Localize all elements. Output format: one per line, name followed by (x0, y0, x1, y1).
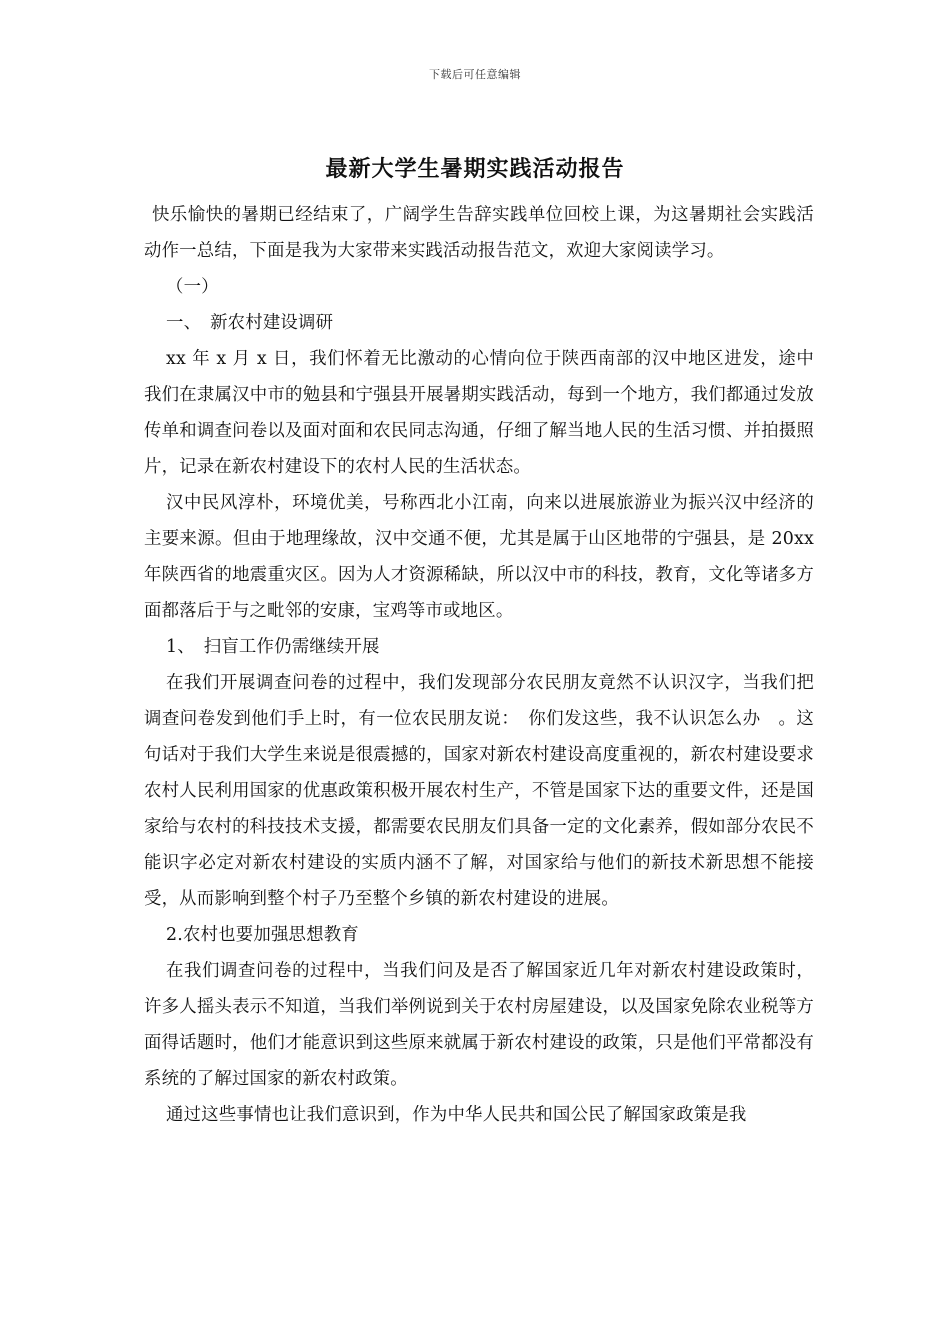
body-paragraph: 汉中民风淳朴，环境优美，号称西北小江南，向来以进展旅游业为振兴汉中经济的主要来源。但由于地理缘故，汉中交通不便，尤其是属于山区地带的宁强县，是 20xx 年陕西省的地震重灾区。因为人才资源稀缺，所以汉中市的科技，教育，文化等诸多方面都落后于与之毗邻的安康，宝鸡等市或地区。 (144, 493, 814, 621)
subsection-heading: 1、 扫盲工作仍需继续开展 (166, 637, 380, 657)
document-body (144, 197, 814, 1133)
subsection-heading: 2.农村也要加强思想教育 (166, 925, 359, 945)
section-marker: （一） (166, 277, 219, 297)
section-heading: 一、 新农村建设调研 (166, 313, 334, 333)
body-paragraph: 通过这些事情也让我们意识到，作为中华人民共和国公民了解国家政策是我 (166, 1105, 747, 1125)
body-paragraph: xx 年 x 月 x 日，我们怀着无比激动的心情向位于陕西南部的汉中地区进发，途中我们在隶属汉中市的勉县和宁强县开展暑期实践活动，每到一个地方，我们都通过发放传单和调查问卷以及面对面和农民同志沟通，仔细了解当地人民的生活习惯、并拍摄照片，记录在新农村建设下的农村人民的生活状态。 (144, 349, 814, 477)
intro-paragraph: 快乐愉快的暑期已经结束了，广阔学生告辞实践单位回校上课，为这暑期社会实践活动作一总结，下面是我为大家带来实践活动报告范文，欢迎大家阅读学习。 (144, 205, 814, 261)
document-title: 最新大学生暑期实践活动报告 (325, 157, 625, 182)
header-note: 下载后可任意编辑 (429, 68, 521, 81)
body-paragraph: 在我们调查问卷的过程中，当我们问及是否了解国家近几年对新农村建设政策时，许多人摇头表示不知道，当我们举例说到关于农村房屋建设，以及国家免除农业税等方面得话题时，他们才能意识到这些原来就属于新农村建设的政策，只是他们平常都没有系统的了解过国家的新农村政策。 (144, 961, 814, 1089)
body-paragraph: 在我们开展调查问卷的过程中，我们发现部分农民朋友竟然不认识汉字，当我们把调查问卷发到他们手上时，有一位农民朋友说： 你们发这些，我不认识怎么办 。这句话对于我们大学生来说是很震撼的，国家对新农村建设高度重视的，新农村建设要求农村人民利用国家的优惠政策积极开展农村生产，不管是国家下达的重要文件，还是国家给与农村的科技技术支援，都需要农民朋友们具备一定的文化素养，假如部分农民不能识字必定对新农村建设的实质内涵不了解，对国家给与他们的新技术新思想不能接受，从而影响到整个村子乃至整个乡镇的新农村建设的进展。 (144, 673, 814, 909)
